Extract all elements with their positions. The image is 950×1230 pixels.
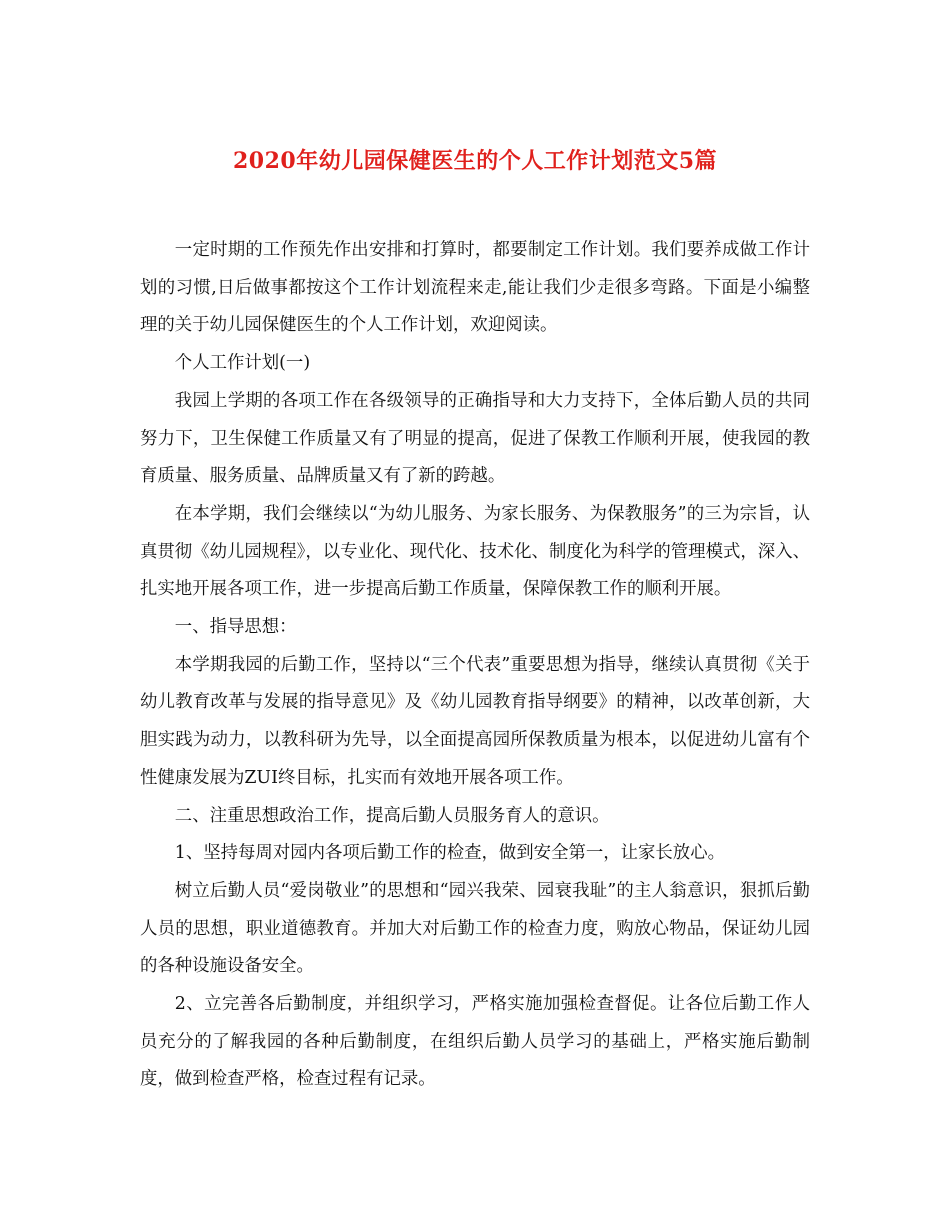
paragraph-intro: 一定时期的工作预先作出安排和打算时，都要制定工作计划。我们要养成做工作计划的习惯,日后做事都按这个工作计划流程来走,能让我们少走很多弯路。下面是小编整理的关于幼儿园保健医生的个人工作计划，欢迎阅读。 [140, 240, 810, 336]
paragraph: 在本学期，我们会继续以“为幼儿服务、为家长服务、为保教服务”的三为宗旨，认真贯彻《幼儿园规程》，以专业化、现代化、技术化、制度化为科学的管理模式，深入、扎实地开展各项工作，进一步提高后勤工作质量，保障保教工作的顺利开展。 [140, 503, 810, 600]
document-body [140, 232, 810, 1099]
section-heading-guiding-ideology: 一、指导思想： [174, 617, 297, 638]
paragraph: 2、立完善各后勤制度，并组织学习，严格实施加强检查督促。让各位后勤工作人员充分的了解我园的各种后勤制度，在组织后勤人员学习的基础上，严格实施后勤制度，做到检查严格，检查过程有记录。 [140, 994, 810, 1090]
document-title: 2020年幼儿园保健医生的个人工作计划范文5篇 [232, 148, 718, 174]
paragraph: 我园上学期的各项工作在各级领导的正确指导和大力支持下，全体后勤人员的共同努力下，卫生保健工作质量又有了明显的提高，促进了保教工作顺利开展，使我园的教育质量、服务质量、品牌质量又有了新的跨越。 [140, 390, 810, 487]
paragraph: 本学期我园的后勤工作，坚持以“三个代表”重要思想为指导，继续认真贯彻《关于幼儿教育改革与发展的指导意见》及《幼儿园教育指导纲要》的精神，以改革创新，大胆实践为动力，以教科研为先导，以全面提高园所保教质量为根本，以促进幼儿富有个性健康发展为ZUI终目标，扎实而有效地开展各项工作。 [140, 654, 810, 788]
paragraph: 树立后勤人员“爱岗敬业”的思想和“园兴我荣、园衰我耻”的主人翁意识，狠抓后勤人员的思想，职业道德教育。并加大对后勤工作的检查力度，购放心物品，保证幼儿园的各种设施设备安全。 [140, 880, 810, 977]
section-heading-plan-1: 个人工作计划(一) [174, 353, 311, 374]
section-heading-political-work: 二、注重思想政治工作，提高后勤人员服务育人的意识。 [174, 805, 610, 826]
paragraph: 1、坚持每周对园内各项后勤工作的检查，做到安全第一，让家长放心。 [174, 843, 725, 864]
